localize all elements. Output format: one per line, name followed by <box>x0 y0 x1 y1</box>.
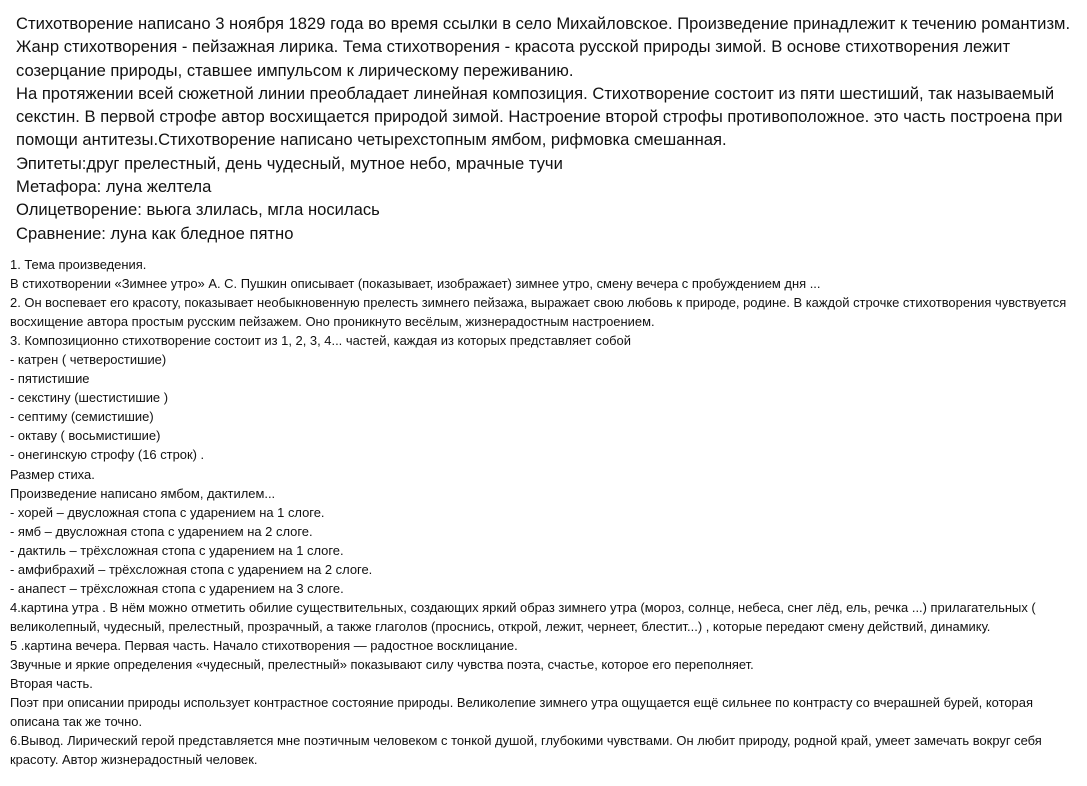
analysis-paragraph-composition: На протяжении всей сюжетной линии преобладает линейная композиция. Стихотворение состоит из пяти шестиший, так называемый секстин. В первой строфе автор восхищается природой зимой. Настроение второй строфы противоположное. это часть построена при помощи антитезы.Стихотворение написано четырехстопным ямбом, рифмовка смешанная. <box>16 83 1063 150</box>
plan-heading-second-part: Вторая часть. <box>10 676 93 692</box>
plan-heading-theme: 1. Тема произведения. <box>10 257 147 272</box>
plan-text-morning: 4.картина утра . В нём можно отметить обилие существительных, создающих яркий образ зимнего утра (мороз, солнце, небеса, снег лёд, ель, речка ...) прилагательных ( великолепный, чудесный, прелестный, прозрачный, а также глаголов (проснись, открой, лежит, чернеет, блестит...) , которые передают смену действий, динамику. <box>10 599 1036 634</box>
plan-heading-composition: 3. Композиционно стихотворение состоит из 1, 2, 3, 4... частей, каждая из которых представляет собой <box>10 333 631 349</box>
plan-text-line: 2. Он воспевает его красоту, показывает необыкновенную прелесть зимнего пейзажа, выражает свою любовь к природе, родине. В каждой строчке стихотворения чувствуется восхищение автора простым русским пейзажем. Оно проникнуто весёлым, жизнерадостным настроением. <box>10 295 1067 330</box>
plan-heading-evening: 5 .картина вечера. Первая часть. Начало стихотворения — радостное восклицание. <box>10 637 518 653</box>
poem-analysis-summary <box>16 12 1078 245</box>
list-item: - секстину (шестистишие ) <box>10 390 169 406</box>
metaphor-line: Метафора: луна желтела <box>16 177 212 197</box>
list-item: - онегинскую строфу (16 строк) . <box>10 447 205 463</box>
plan-text-conclusion: 6.Вывод. Лирический герой представляется мне поэтичным человеком с тонкой душой, глубокими чувствами. Он любит природу, родной край, умеет замечать вокруг себя красоту. Автор жизнерадостный человек. <box>10 733 1042 768</box>
plan-text-line: Звучные и яркие определения «чудесный, прелестный» показывают силу чувства поэта, счастье, которое его переполняет. <box>10 656 754 672</box>
analysis-paragraph-history: Стихотворение написано 3 ноября 1829 года во время ссылки в село Михайловское. Произведение принадлежит к течению романтизм. Жанр стихотворения - пейзажная лирика. Тема стихотворения - красота русской природы зимой. В основе стихотворения лежит созерцание природы, ставшее импульсом к лирическому переживанию. <box>16 14 1071 80</box>
list-item: - катрен ( четверостишие) <box>10 352 167 368</box>
list-item: - дактиль – трёхсложная стопа с ударением на 1 слоге. <box>10 542 344 558</box>
analysis-plan <box>10 255 1078 769</box>
list-item: - амфибрахий – трёхсложная стопа с ударением на 2 слоге. <box>10 561 373 577</box>
list-item: - септиму (семистишие) <box>10 409 154 425</box>
list-item: - хорей – двусложная стопа с ударением на 1 слоге. <box>10 504 325 520</box>
plan-text-line: Поэт при описании природы использует контрастное состояние природы. Великолепие зимнего утра ощущается ещё сильнее по контрасту со вчерашней бурей, которая описана так же точно. <box>10 695 1033 730</box>
epithets-line: Эпитеты:друг прелестный, день чудесный, мутное небо, мрачные тучи <box>16 153 563 173</box>
personification-line: Олицетворение: вьюга злилась, мгла носилась <box>16 200 380 220</box>
list-item: - пятистишие <box>10 371 90 387</box>
plan-heading-meter: Размер стиха. <box>10 466 95 482</box>
list-item: - анапест – трёхсложная стопа с ударением на 3 слоге. <box>10 580 344 596</box>
plan-text-line: В стихотворении «Зимнее утро» А. С. Пушкин описывает (показывает, изображает) зимнее утро, смену вечера с пробуждением дня ... <box>10 276 821 292</box>
list-item: - октаву ( восьмистишие) <box>10 428 161 444</box>
plan-text-line: Произведение написано ямбом, дактилем... <box>10 485 276 501</box>
comparison-line: Сравнение: луна как бледное пятно <box>16 223 294 243</box>
list-item: - ямб – двусложная стопа с ударением на 2 слоге. <box>10 523 313 539</box>
